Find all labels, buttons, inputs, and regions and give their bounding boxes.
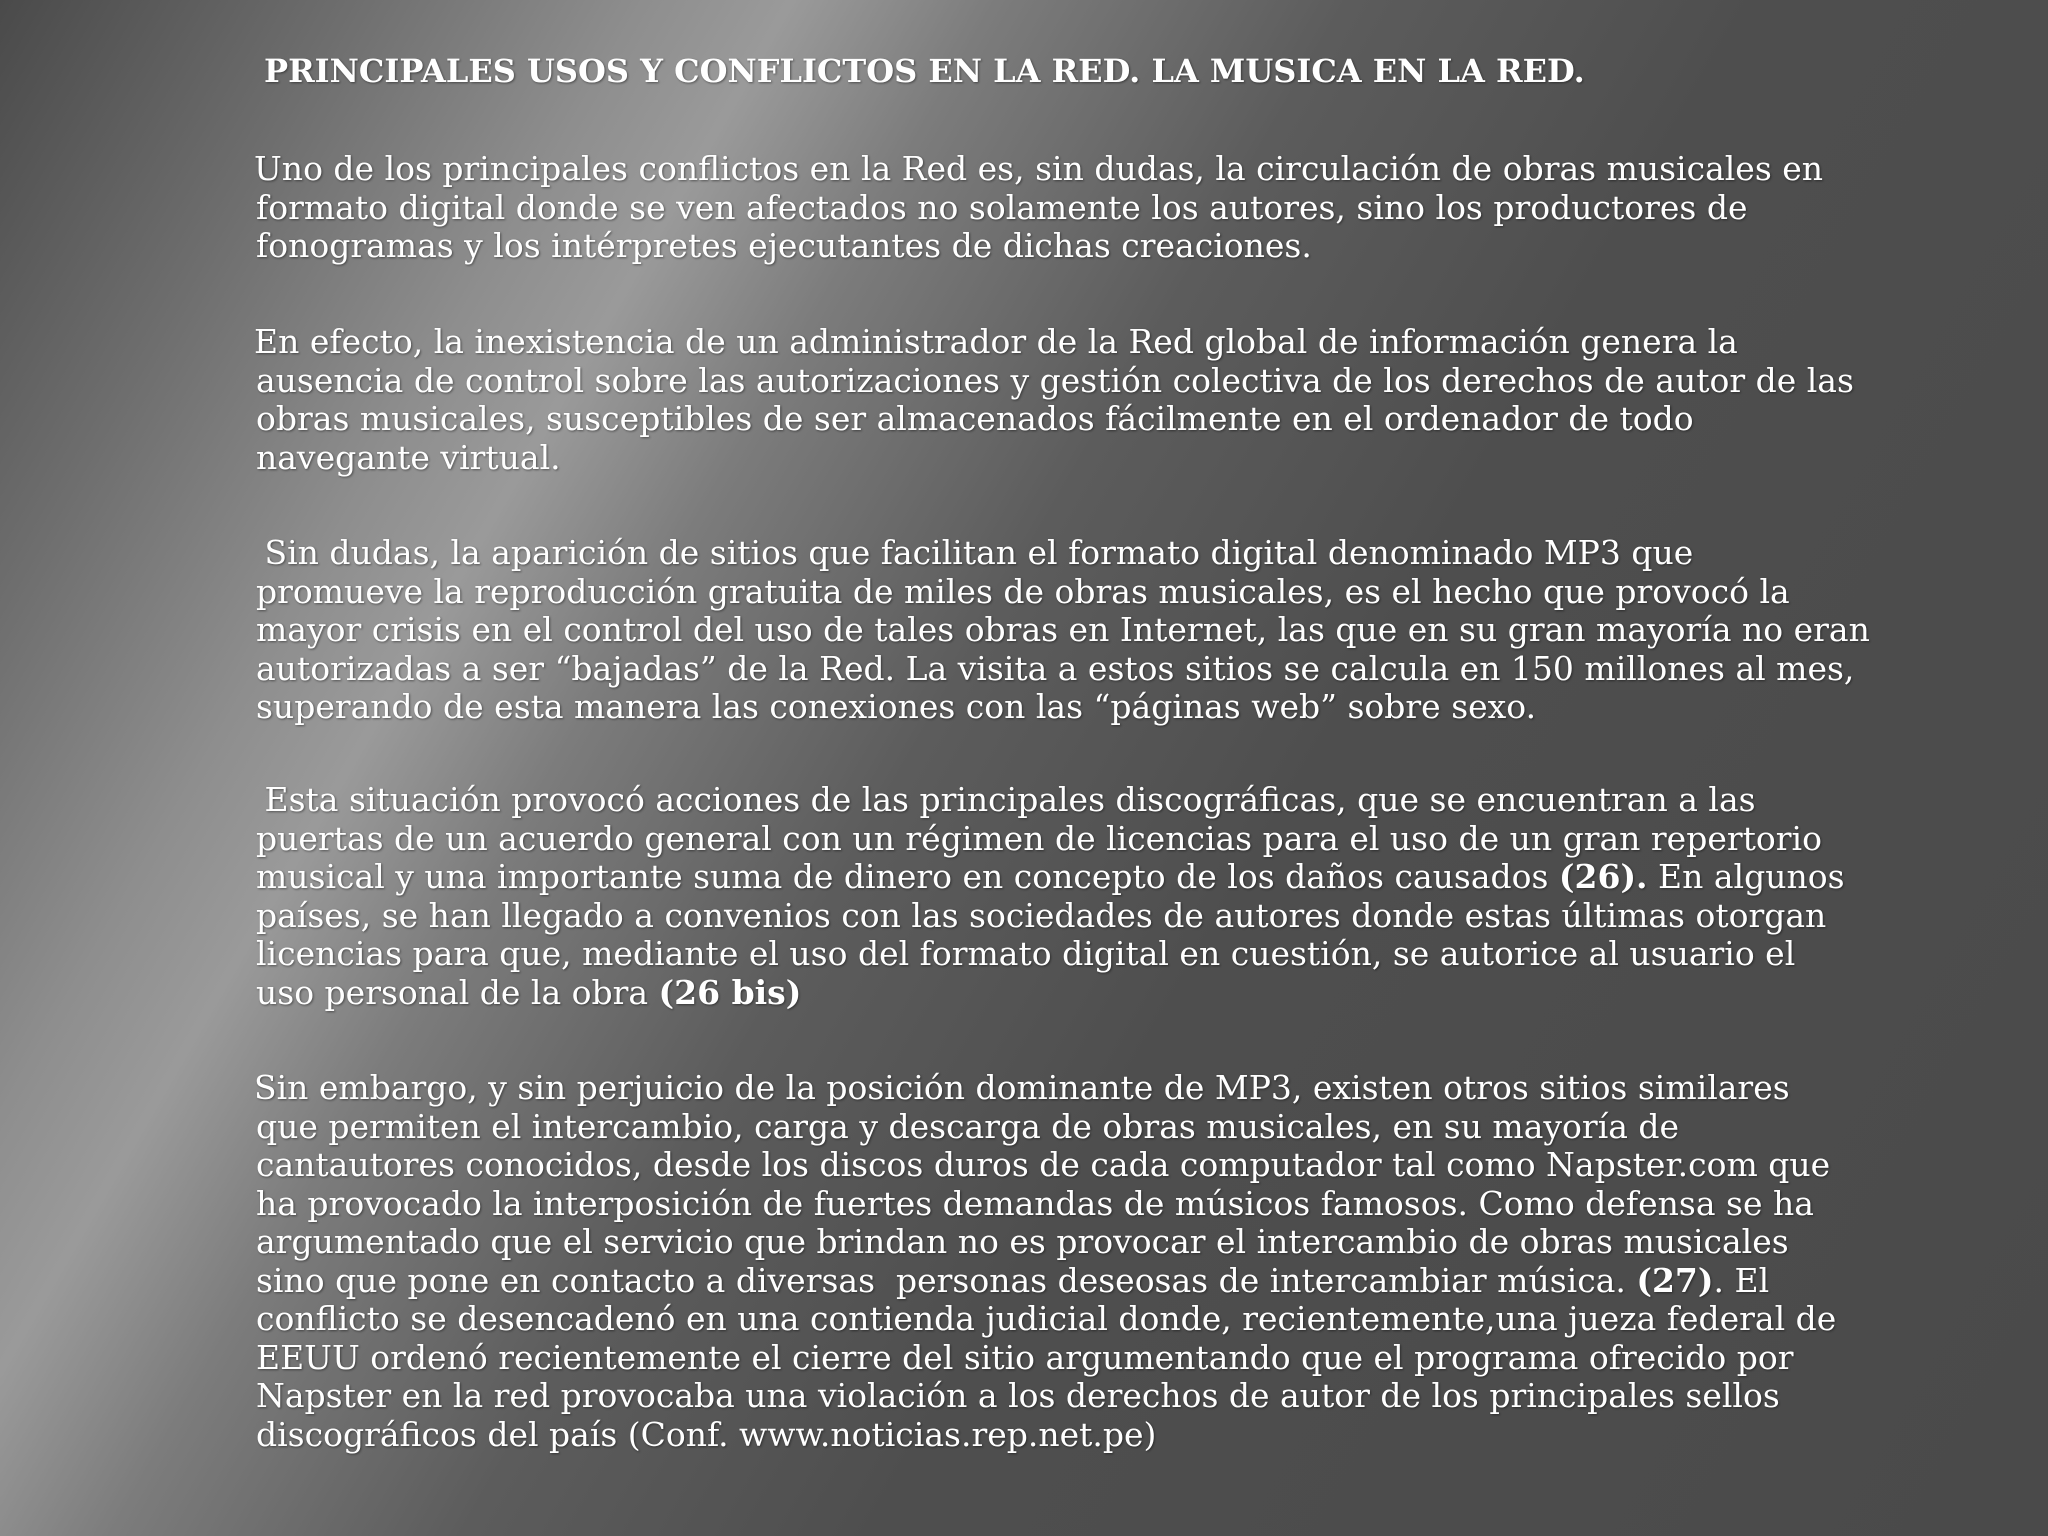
slide-title: PRINCIPALES USOS Y CONFLICTOS EN LA RED. LA MUSICA EN LA RED. (264, 52, 1585, 90)
paragraph-3 (254, 534, 1954, 727)
paragraph-4 (254, 781, 1954, 1012)
paragraph-line: Uno de los principales conflictos en la Red es, sin dudas, la circulación de obras musicales en (254, 149, 1824, 188)
paragraph-1 (254, 150, 1954, 266)
paragraph-line: cantautores conocidos, desde los discos duros de cada computador tal como Napster.com que (256, 1145, 1831, 1184)
reference-marker: (26). (1558, 857, 1648, 896)
paragraph-line: mayor crisis en el control del uso de tales obras en Internet, las que en su gran mayoría no eran (256, 610, 1870, 649)
paragraph-2 (254, 323, 1954, 477)
reference-marker: (26 bis) (658, 972, 802, 1012)
paragraph-line: obras musicales, susceptibles de ser almacenados fácilmente en el ordenador de todo (256, 399, 1694, 438)
paragraph-line: EEUU ordenó recientemente el cierre del sitio argumentando que el programa ofrecido por (256, 1337, 1794, 1377)
paragraph-text: sino que pone en contacto a diversas personas deseosas de intercambiar música. (256, 1260, 1637, 1300)
paragraph-line: licencias para que, mediante el uso del formato digital en cuestión, se autorice al usuario el (256, 934, 1796, 973)
paragraph-line: formato digital donde se ven afectados no solamente los autores, sino los productores de (256, 187, 1748, 227)
paragraph-line: Napster en la red provocaba una violación a los derechos de autor de los principales sellos (256, 1376, 1780, 1415)
paragraph-line: Sin embargo, y sin perjuicio de la posición dominante de MP3, existen otros sitios similares (254, 1068, 1790, 1107)
paragraph-line: puertas de un acuerdo general con un régimen de licencias para el uso de un gran repertorio (256, 818, 1822, 858)
paragraph-line (254, 1262, 1954, 1301)
paragraph-line: promueve la reproducción gratuita de miles de obras musicales, es el hecho que provocó la (256, 571, 1790, 611)
paragraph-line (254, 858, 1954, 897)
paragraph-line: argumentado que el servicio que brindan no es provocar el intercambio de obras musicales (256, 1222, 1789, 1261)
paragraph-line: autorizadas a ser “bajadas” de la Red. La visita a estos sitios se calcula en 150 millones al mes, (256, 648, 1855, 688)
paragraph-text: . El (1713, 1260, 1770, 1300)
paragraph-line: Esta situación provocó acciones de las principales discográficas, que se encuentran a las (254, 780, 1756, 819)
paragraph-line: que permiten el intercambio, carga y descarga de obras musicales, en su mayoría de (256, 1106, 1680, 1146)
paragraph-line: ausencia de control sobre las autorizaciones y gestión colectiva de los derechos de autor de las (256, 360, 1854, 400)
paragraph-line (254, 974, 1954, 1013)
paragraph-line: fonogramas y los intérpretes ejecutantes de dichas creaciones. (256, 226, 1312, 265)
paragraph-line: países, se han llegado a convenios con las sociedades de autores donde estas últimas otorgan (256, 895, 1827, 935)
paragraph-line: conflicto se desencadenó en una contienda judicial donde, recientemente,una jueza federal de (256, 1299, 1837, 1338)
paragraph-line: discográficos del país (Conf. www.noticias.rep.net.pe) (256, 1414, 1157, 1454)
paragraph-5 (254, 1069, 1954, 1454)
paragraph-line: Sin dudas, la aparición de sitios que facilitan el formato digital denominado MP3 que (254, 533, 1694, 572)
paragraph-text: musical y una importante suma de dinero en concepto de los daños causados (256, 857, 1559, 896)
paragraph-text: uso personal de la obra (256, 972, 659, 1012)
paragraph-line: En efecto, la inexistencia de un administrador de la Red global de información genera la (254, 322, 1738, 361)
reference-marker: (27) (1636, 1260, 1714, 1300)
paragraph-line: superando de esta manera las conexiones con las “páginas web” sobre sexo. (256, 687, 1537, 726)
paragraph-text: En algunos (1647, 857, 1845, 896)
paragraph-line: ha provocado la interposición de fuertes demandas de músicos famosos. Como defensa se ha (256, 1183, 1814, 1223)
paragraph-line: navegante virtual. (256, 437, 561, 477)
